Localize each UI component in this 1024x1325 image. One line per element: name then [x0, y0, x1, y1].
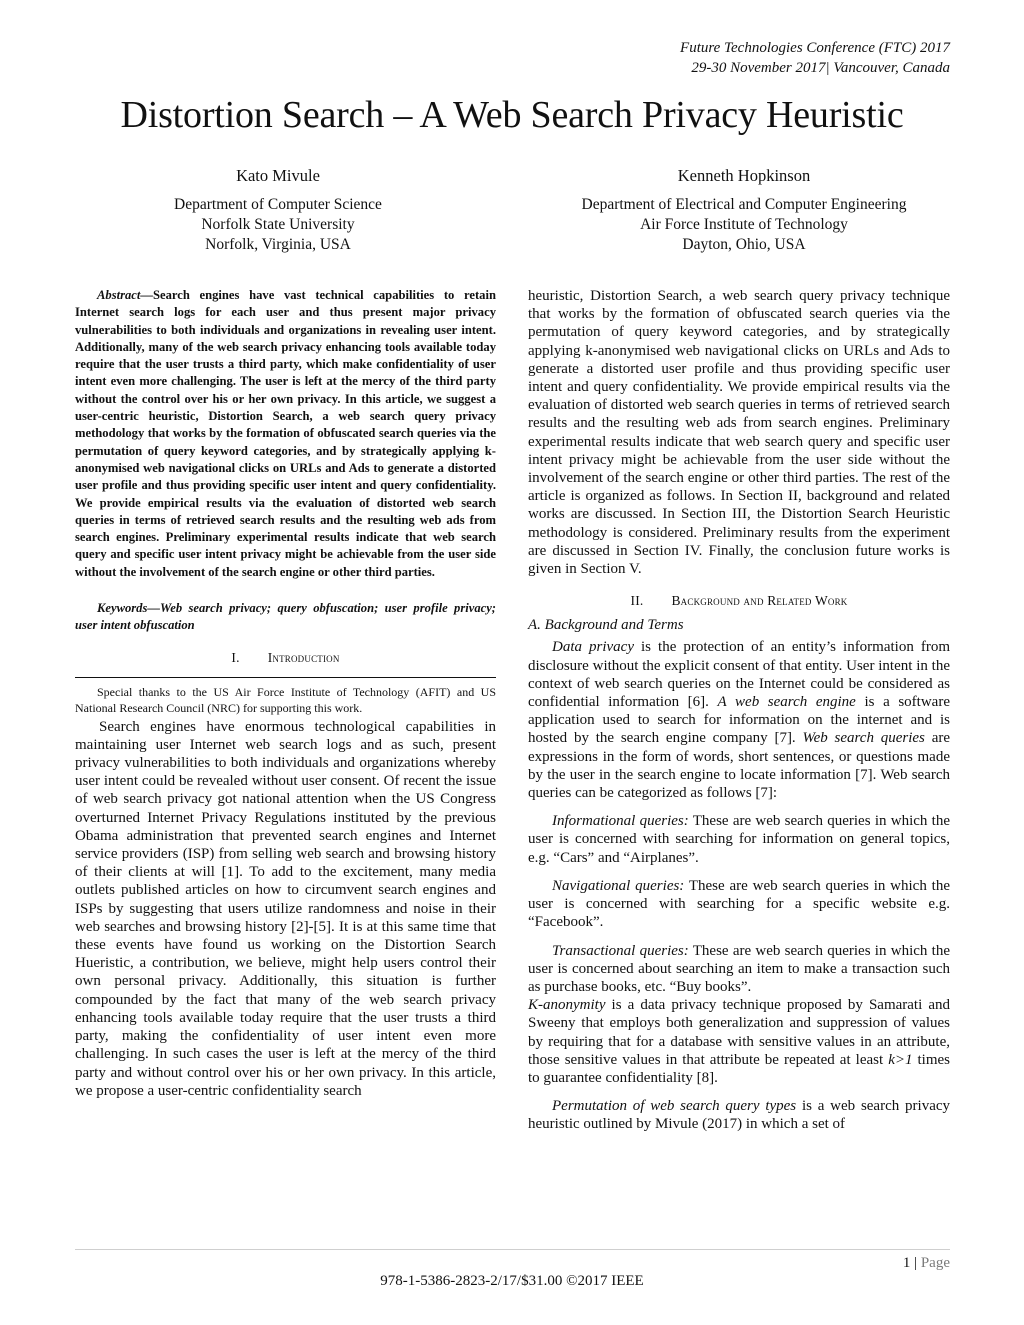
keywords: Keywords—Web search privacy; query obfuscation; user profile privacy; user intent obfuscation [75, 601, 496, 633]
paragraph-data-privacy: Data privacy is the protection of an entity’s information from disclosure without the explicit consent of that entity. User intent in the context of web search queries on the Internet could be considered as confidential information [6]. A web search engine is a software application used to search for information on the internet and is hosted by the search engine company [7]. Web search queries are expressions in the form of words, short sentences, or questions made by the user in the search engine to locate information [7]. Web search queries can be categorized as follows [7]: [528, 639, 951, 802]
section-heading-background [528, 592, 950, 610]
author-department: Department of Electrical and Computer Engineering [581, 196, 907, 213]
page-number: 1 | Page [902, 1255, 950, 1271]
abstract [75, 287, 496, 581]
author-institution: Norfolk State University [201, 216, 355, 233]
intro-paragraph-continued: heuristic, Distortion Search, a web search query privacy technique that works by the formation of obfuscated search queries via the permutation of query keyword categories, and by strategically applying k-anonymised web navigational clicks on URLs and Ads to generate a distorted user profile and thus providing specific user intent and query confidentiality. We provide empirical results via the evaluation of distorted web search queries in terms of retrieved search results and the resulting web ads from search engines. Preliminary experimental results indicate that web search query and specific user intent privacy might be achievable from the user side without the involvement of the search engine or other third parties. The rest of the article is organized as follows. In Section II, background and related works are discussed. In Section III, the Distortion Search Heuristic methodology is considered. Preliminary results from the experiment are discussed in Section IV. Finally, the conclusion future works is given in Section V. [528, 288, 950, 578]
conference-date-location: 29-30 November 2017| Vancouver, Canada [691, 60, 950, 76]
paragraph-informational-queries: Informational queries: These are web search queries in which the user is concerned with searching for information on general topics, e.g. “Cars” and “Airplanes”. [528, 813, 950, 866]
isbn-copyright: 978-1-5386-2823-2/17/$31.00 ©2017 IEEE [380, 1273, 644, 1289]
subsection-heading: A. Background and Terms [528, 617, 684, 634]
conference-header [680, 38, 950, 78]
section-title: Introduction [267, 649, 340, 665]
section-number: II. [630, 593, 644, 609]
author-department: Department of Computer Science [174, 196, 382, 213]
left-column [75, 287, 496, 1100]
paragraph-navigational-queries: Navigational queries: These are web search queries in which the user is concerned with searching for a specific website e.g. “Facebook”. [528, 877, 950, 931]
author-block-1 [120, 166, 436, 255]
author-location: Dayton, Ohio, USA [682, 236, 806, 253]
paragraph-transactional-queries: Transactional queries: These are web search queries in which the user is concerned about searching an item to make a transaction such as purchase books, etc. “Buy books”. [528, 942, 950, 995]
author-institution: Air Force Institute of Technology [640, 216, 848, 233]
conference-name: Future Technologies Conference (FTC) 2017 [680, 40, 950, 56]
footnote: Special thanks to the US Air Force Institute of Technology (AFIT) and US National Research Council (NRC) for supporting this work. [75, 684, 496, 715]
footnote-divider [75, 677, 496, 678]
section-title: Background and Related Work [671, 593, 848, 609]
footer-divider [75, 1249, 950, 1250]
abstract-text: Search engines have vast technical capabilities to retain Internet search logs for each user and thus present major privacy vulnerabilities to both individuals and organizations in revealing user intent. Additionally, many of the web search privacy enhancing tools available today require that the user trusts a third party, which make confidentiality of user intent even more challenging. The user is left at the mercy of the third party without the control over his or her own privacy. In this article, we suggest a user-centric heuristic, Distortion Search, a web search query privacy methodology that works by the formation of obfuscated search queries via the permutation of query keyword categories, and by strategically applying k-anonymised web navigational clicks on URLs and Ads to generate a distorted user profile and thus providing specific user intent and query confidentiality. We provide empirical results via the evaluation of distorted web search queries in terms of retrieved search results and the resulting web ads from search engines. Preliminary experimental results indicate that web search query and specific user intent privacy might be achievable from the user side without the involvement of the search engine or other third parties. [75, 288, 496, 579]
author-location: Norfolk, Virginia, USA [205, 236, 351, 253]
paper-title: Distortion Search – A Web Search Privacy Heuristic [120, 94, 904, 136]
abstract-lead: Abstract— [97, 288, 153, 302]
section-number: I. [231, 649, 240, 665]
author-name: Kenneth Hopkinson [677, 166, 811, 185]
author-name: Kato Mivule [236, 166, 320, 185]
right-column [528, 287, 950, 1134]
intro-paragraph: Search engines have enormous technological capabilities in maintaining user Internet web search logs and as such, present privacy vulnerabilities to both individuals and organizations whereby user intent could be revealed without user consent. Of recent the issue of web search privacy got national attention when the US Congress overturned Internet Privacy Regulations instituted by the previous Obama administration that prevented search engines and Internet service providers (ISP) from selling web search and browsing history of their clients at will [1]. To add to the excitement, many media outlets published articles on how to circumvent search engines and ISPs by suggesting that users utilize randomness and noise in their web searches and browsing history [2]-[5]. It is at this same time that these events have found us working on the Distortion Search Hueristic, a contribution, we believe, might help users control their own personal privacy. Additionally, this situation is further compounded by the fact that many of the web search privacy enhancing tools available today require that the user trusts a third party, making the confidentiality of user intent even more challenging. In such cases the user is left at the mercy of the third party and without control over his or her own privacy. In this article, we propose a user-centric confidentiality search [75, 718, 496, 1099]
paragraph-permutation: Permutation of web search query types is a web search privacy heuristic outlined by Mivule (2017) in which a set of [528, 1098, 951, 1133]
section-heading-introduction [75, 649, 496, 667]
paragraph-k-anonymity: K-anonymity is a data privacy technique proposed by Samarati and Sweeny that employs both generalization and suppression of values by requiring that for a database with sensitive values in an attribute, those sensitive values in that attribute be repeated at least k>1 times to guarantee confidentiality [8]. [528, 997, 950, 1086]
author-block-2 [540, 166, 948, 255]
